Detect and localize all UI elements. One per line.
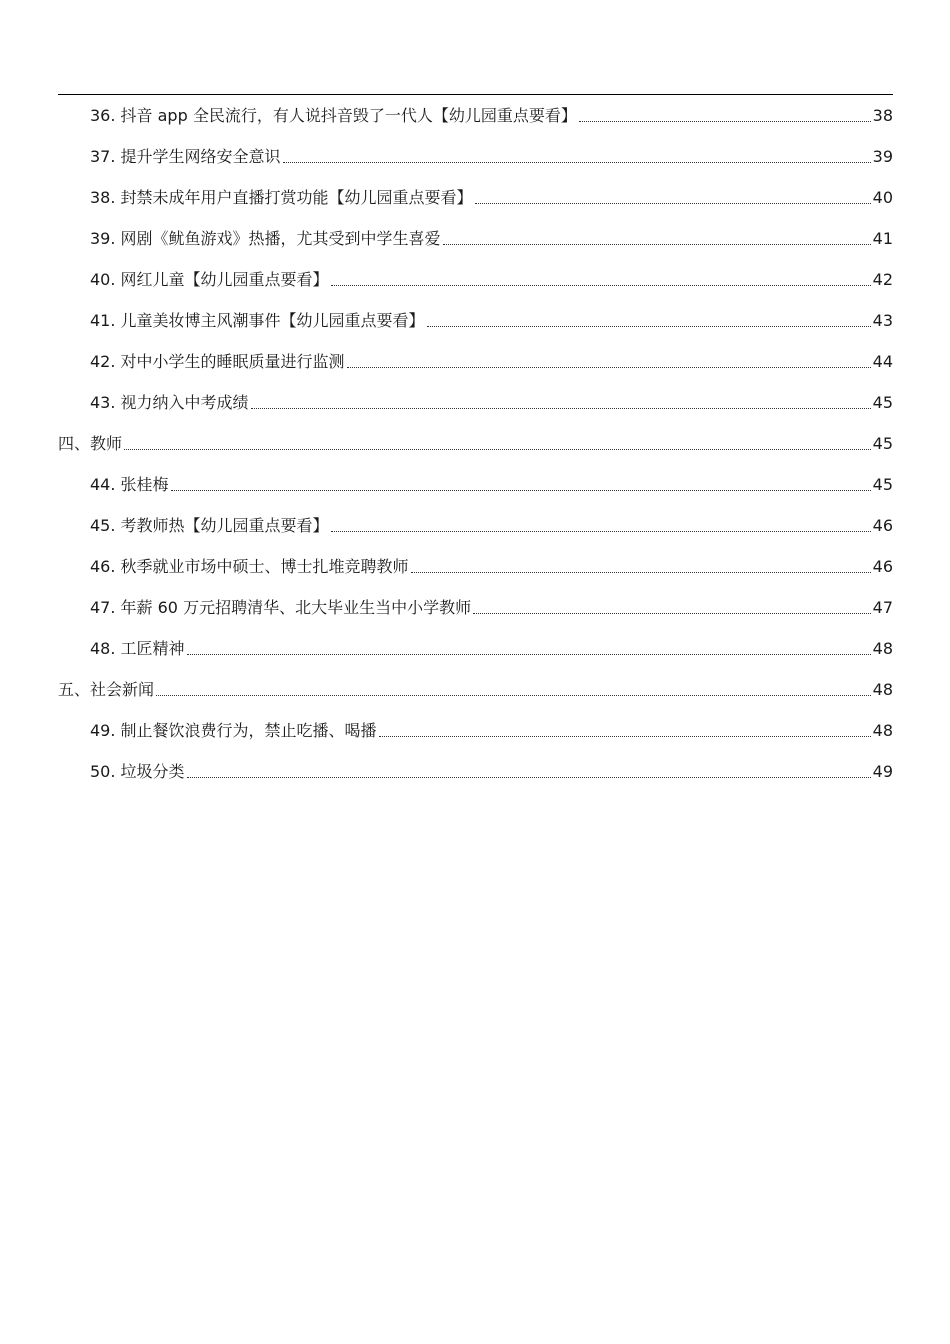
toc-page-number: 48 <box>872 680 893 699</box>
toc-leader-dots <box>347 367 871 368</box>
toc-leader-dots <box>187 777 871 778</box>
toc-page-number: 45 <box>872 434 893 453</box>
toc-entry[interactable] <box>58 626 893 667</box>
toc-page-number: 47 <box>872 598 893 617</box>
toc-entry-title: 37. 提升学生网络安全意识 <box>90 147 281 166</box>
toc-entry-title: 45. 考教师热【幼儿园重点要看】 <box>90 516 329 535</box>
toc-entry[interactable] <box>58 380 893 421</box>
toc-entry-title: 42. 对中小学生的睡眠质量进行监测 <box>90 352 345 371</box>
toc-leader-dots <box>283 162 871 163</box>
toc-page-number: 46 <box>872 516 893 535</box>
toc-entry[interactable] <box>58 175 893 216</box>
toc-entry-title: 49. 制止餐饮浪费行为，禁止吃播、喝播 <box>90 721 377 740</box>
toc-entry[interactable] <box>58 257 893 298</box>
toc-entry[interactable] <box>58 462 893 503</box>
toc-entry[interactable] <box>58 585 893 626</box>
toc-entry[interactable] <box>58 298 893 339</box>
toc-entry[interactable] <box>58 708 893 749</box>
toc-section-heading[interactable] <box>58 667 893 708</box>
toc-leader-dots <box>187 654 871 655</box>
toc-leader-dots <box>475 203 871 204</box>
toc-leader-dots <box>331 285 871 286</box>
toc-leader-dots <box>473 613 871 614</box>
toc-leader-dots <box>443 244 871 245</box>
toc-page-number: 45 <box>872 393 893 412</box>
toc-leader-dots <box>379 736 871 737</box>
toc-entry[interactable] <box>58 339 893 380</box>
toc-leader-dots <box>411 572 871 573</box>
toc-entry-title: 46. 秋季就业市场中硕士、博士扎堆竞聘教师 <box>90 557 409 576</box>
toc-entry-title: 44. 张桂梅 <box>90 475 169 494</box>
toc-entry-title: 48. 工匠精神 <box>90 639 185 658</box>
toc-entry-title: 50. 垃圾分类 <box>90 762 185 781</box>
toc-leader-dots <box>171 490 871 491</box>
toc-page-number: 46 <box>872 557 893 576</box>
toc-entry[interactable] <box>58 216 893 257</box>
toc-section-heading[interactable] <box>58 421 893 462</box>
toc-leader-dots <box>124 449 871 450</box>
toc-leader-dots <box>251 408 871 409</box>
toc-leader-dots <box>579 121 871 122</box>
toc-entry-title: 38. 封禁未成年用户直播打赏功能【幼儿园重点要看】 <box>90 188 473 207</box>
toc-leader-dots <box>156 695 871 696</box>
toc-page-number: 45 <box>872 475 893 494</box>
table-of-contents <box>58 93 893 790</box>
toc-page-number: 49 <box>872 762 893 781</box>
toc-page-number: 41 <box>872 229 893 248</box>
toc-entry[interactable] <box>58 93 893 134</box>
toc-leader-dots <box>427 326 871 327</box>
toc-entry-title: 43. 视力纳入中考成绩 <box>90 393 249 412</box>
toc-entry-title: 47. 年薪 60 万元招聘清华、北大毕业生当中小学教师 <box>90 598 472 617</box>
toc-entry-title: 41. 儿童美妆博主风潮事件【幼儿园重点要看】 <box>90 311 425 330</box>
toc-entry[interactable] <box>58 544 893 585</box>
toc-section-title: 五、社会新闻 <box>58 680 155 699</box>
toc-entry[interactable] <box>58 503 893 544</box>
toc-entry[interactable] <box>58 749 893 790</box>
toc-page-number: 40 <box>872 188 893 207</box>
toc-page-number: 43 <box>872 311 893 330</box>
toc-entry[interactable] <box>58 134 893 175</box>
toc-entry-title: 40. 网红儿童【幼儿园重点要看】 <box>90 270 329 289</box>
toc-page-number: 48 <box>872 721 893 740</box>
toc-section-title: 四、教师 <box>58 434 123 453</box>
toc-entry-title: 39. 网剧《鱿鱼游戏》热播，尤其受到中学生喜爱 <box>90 229 441 248</box>
toc-page-number: 42 <box>872 270 893 289</box>
toc-page-number: 38 <box>872 106 893 125</box>
toc-leader-dots <box>331 531 871 532</box>
toc-entry-title: 36. 抖音 app 全民流行，有人说抖音毁了一代人【幼儿园重点要看】 <box>90 106 577 125</box>
toc-page-number: 44 <box>872 352 893 371</box>
toc-page-number: 39 <box>872 147 893 166</box>
toc-page-number: 48 <box>872 639 893 658</box>
